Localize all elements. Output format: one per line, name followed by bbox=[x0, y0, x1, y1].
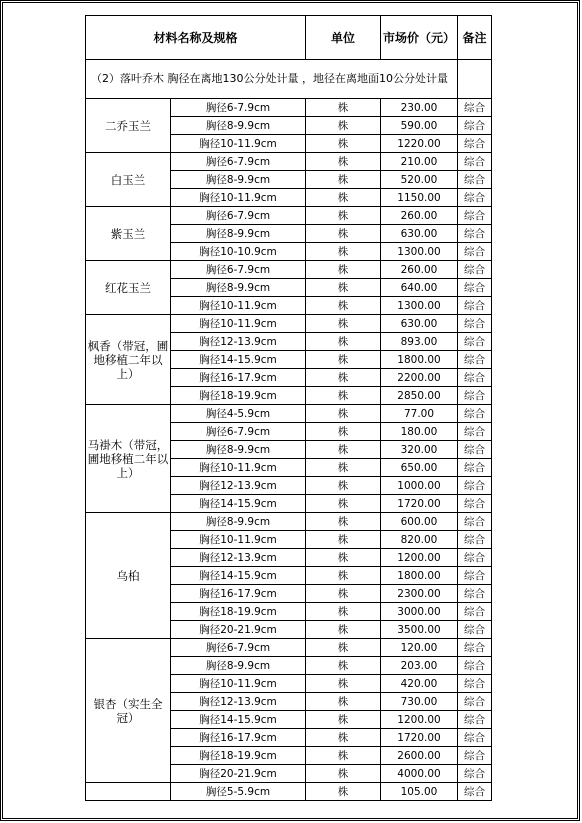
unit-cell: 株 bbox=[306, 135, 381, 153]
spec-cell: 胸径20-21.9cm bbox=[171, 765, 306, 783]
spec-cell: 胸径10-11.9cm bbox=[171, 531, 306, 549]
price-cell: 590.00 bbox=[381, 117, 458, 135]
species-name: 二乔玉兰 bbox=[86, 99, 171, 153]
price-cell: 180.00 bbox=[381, 423, 458, 441]
remark-cell: 综合 bbox=[458, 675, 492, 693]
remark-cell: 综合 bbox=[458, 369, 492, 387]
remark-cell: 综合 bbox=[458, 495, 492, 513]
price-cell: 2300.00 bbox=[381, 585, 458, 603]
spec-cell: 胸径12-13.9cm bbox=[171, 549, 306, 567]
unit-cell: 株 bbox=[306, 351, 381, 369]
remark-cell: 综合 bbox=[458, 477, 492, 495]
price-cell: 4000.00 bbox=[381, 765, 458, 783]
unit-cell: 株 bbox=[306, 333, 381, 351]
spec-cell: 胸径10-11.9cm bbox=[171, 459, 306, 477]
table-row bbox=[86, 405, 492, 423]
remark-cell: 综合 bbox=[458, 531, 492, 549]
unit-cell: 株 bbox=[306, 171, 381, 189]
remark-cell: 综合 bbox=[458, 657, 492, 675]
species-name bbox=[86, 783, 171, 801]
price-cell: 2200.00 bbox=[381, 369, 458, 387]
section-note-remark bbox=[458, 60, 492, 99]
remark-cell: 综合 bbox=[458, 765, 492, 783]
spec-cell: 胸径10-10.9cm bbox=[171, 243, 306, 261]
remark-cell: 综合 bbox=[458, 639, 492, 657]
price-cell: 260.00 bbox=[381, 207, 458, 225]
spec-cell: 胸径14-15.9cm bbox=[171, 567, 306, 585]
spec-cell: 胸径16-17.9cm bbox=[171, 585, 306, 603]
spec-cell: 胸径20-21.9cm bbox=[171, 621, 306, 639]
remark-cell: 综合 bbox=[458, 405, 492, 423]
remark-cell: 综合 bbox=[458, 189, 492, 207]
price-cell: 520.00 bbox=[381, 171, 458, 189]
spec-cell: 胸径10-11.9cm bbox=[171, 189, 306, 207]
price-table bbox=[85, 15, 492, 801]
unit-cell: 株 bbox=[306, 657, 381, 675]
spec-cell: 胸径8-9.9cm bbox=[171, 225, 306, 243]
section-note-row bbox=[86, 60, 492, 99]
unit-cell: 株 bbox=[306, 117, 381, 135]
price-cell: 2600.00 bbox=[381, 747, 458, 765]
price-cell: 630.00 bbox=[381, 315, 458, 333]
unit-cell: 株 bbox=[306, 243, 381, 261]
spec-cell: 胸径10-11.9cm bbox=[171, 135, 306, 153]
unit-cell: 株 bbox=[306, 477, 381, 495]
price-cell: 1720.00 bbox=[381, 729, 458, 747]
remark-cell: 综合 bbox=[458, 333, 492, 351]
price-cell: 230.00 bbox=[381, 99, 458, 117]
spec-cell: 胸径18-19.9cm bbox=[171, 603, 306, 621]
table-row bbox=[86, 261, 492, 279]
price-cell: 3000.00 bbox=[381, 603, 458, 621]
spec-cell: 胸径12-13.9cm bbox=[171, 477, 306, 495]
unit-cell: 株 bbox=[306, 747, 381, 765]
remark-cell: 综合 bbox=[458, 621, 492, 639]
remark-cell: 综合 bbox=[458, 117, 492, 135]
spec-cell: 胸径8-9.9cm bbox=[171, 117, 306, 135]
table-row bbox=[86, 513, 492, 531]
species-name: 红花玉兰 bbox=[86, 261, 171, 315]
unit-cell: 株 bbox=[306, 783, 381, 801]
spec-cell: 胸径10-11.9cm bbox=[171, 315, 306, 333]
remark-cell: 综合 bbox=[458, 729, 492, 747]
remark-cell: 综合 bbox=[458, 423, 492, 441]
unit-cell: 株 bbox=[306, 585, 381, 603]
price-cell: 420.00 bbox=[381, 675, 458, 693]
unit-cell: 株 bbox=[306, 369, 381, 387]
price-cell: 320.00 bbox=[381, 441, 458, 459]
species-name: 紫玉兰 bbox=[86, 207, 171, 261]
table-row bbox=[86, 99, 492, 117]
header-remark: 备注 bbox=[458, 16, 492, 60]
spec-cell: 胸径14-15.9cm bbox=[171, 495, 306, 513]
spec-cell: 胸径5-5.9cm bbox=[171, 783, 306, 801]
price-cell: 77.00 bbox=[381, 405, 458, 423]
remark-cell: 综合 bbox=[458, 693, 492, 711]
unit-cell: 株 bbox=[306, 693, 381, 711]
unit-cell: 株 bbox=[306, 567, 381, 585]
price-cell: 3500.00 bbox=[381, 621, 458, 639]
remark-cell: 综合 bbox=[458, 279, 492, 297]
remark-cell: 综合 bbox=[458, 297, 492, 315]
unit-cell: 株 bbox=[306, 513, 381, 531]
spec-cell: 胸径6-7.9cm bbox=[171, 99, 306, 117]
price-cell: 260.00 bbox=[381, 261, 458, 279]
unit-cell: 株 bbox=[306, 675, 381, 693]
spec-cell: 胸径14-15.9cm bbox=[171, 351, 306, 369]
unit-cell: 株 bbox=[306, 639, 381, 657]
spec-cell: 胸径4-5.9cm bbox=[171, 405, 306, 423]
spec-cell: 胸径6-7.9cm bbox=[171, 639, 306, 657]
remark-cell: 综合 bbox=[458, 513, 492, 531]
remark-cell: 综合 bbox=[458, 441, 492, 459]
header-unit: 单位 bbox=[306, 16, 381, 60]
price-cell: 640.00 bbox=[381, 279, 458, 297]
spec-cell: 胸径12-13.9cm bbox=[171, 333, 306, 351]
price-cell: 1200.00 bbox=[381, 549, 458, 567]
unit-cell: 株 bbox=[306, 621, 381, 639]
remark-cell: 综合 bbox=[458, 207, 492, 225]
price-cell: 600.00 bbox=[381, 513, 458, 531]
price-cell: 105.00 bbox=[381, 783, 458, 801]
price-cell: 1220.00 bbox=[381, 135, 458, 153]
remark-cell: 综合 bbox=[458, 171, 492, 189]
spec-cell: 胸径6-7.9cm bbox=[171, 261, 306, 279]
remark-cell: 综合 bbox=[458, 459, 492, 477]
remark-cell: 综合 bbox=[458, 711, 492, 729]
remark-cell: 综合 bbox=[458, 99, 492, 117]
price-cell: 730.00 bbox=[381, 693, 458, 711]
table-row bbox=[86, 639, 492, 657]
spec-cell: 胸径12-13.9cm bbox=[171, 693, 306, 711]
table-row bbox=[86, 315, 492, 333]
unit-cell: 株 bbox=[306, 297, 381, 315]
unit-cell: 株 bbox=[306, 225, 381, 243]
unit-cell: 株 bbox=[306, 153, 381, 171]
spec-cell: 胸径8-9.9cm bbox=[171, 441, 306, 459]
header-name: 材料名称及规格 bbox=[86, 16, 306, 60]
remark-cell: 综合 bbox=[458, 135, 492, 153]
price-cell: 1300.00 bbox=[381, 243, 458, 261]
remark-cell: 综合 bbox=[458, 603, 492, 621]
price-cell: 650.00 bbox=[381, 459, 458, 477]
unit-cell: 株 bbox=[306, 423, 381, 441]
spec-cell: 胸径8-9.9cm bbox=[171, 279, 306, 297]
spec-cell: 胸径16-17.9cm bbox=[171, 729, 306, 747]
price-cell: 210.00 bbox=[381, 153, 458, 171]
unit-cell: 株 bbox=[306, 729, 381, 747]
spec-cell: 胸径6-7.9cm bbox=[171, 423, 306, 441]
species-name: 银杏（实生全冠） bbox=[86, 639, 171, 783]
remark-cell: 综合 bbox=[458, 351, 492, 369]
spec-cell: 胸径18-19.9cm bbox=[171, 747, 306, 765]
header-price: 市场价（元） bbox=[381, 16, 458, 60]
remark-cell: 综合 bbox=[458, 225, 492, 243]
price-cell: 1300.00 bbox=[381, 297, 458, 315]
unit-cell: 株 bbox=[306, 549, 381, 567]
species-name: 乌桕 bbox=[86, 513, 171, 639]
header-row bbox=[86, 16, 492, 60]
species-name: 马褂木（带冠，圃地移植二年以上） bbox=[86, 405, 171, 513]
remark-cell: 综合 bbox=[458, 153, 492, 171]
remark-cell: 综合 bbox=[458, 585, 492, 603]
unit-cell: 株 bbox=[306, 99, 381, 117]
price-cell: 2850.00 bbox=[381, 387, 458, 405]
remark-cell: 综合 bbox=[458, 747, 492, 765]
spec-cell: 胸径10-11.9cm bbox=[171, 675, 306, 693]
unit-cell: 株 bbox=[306, 405, 381, 423]
remark-cell: 综合 bbox=[458, 243, 492, 261]
spec-cell: 胸径6-7.9cm bbox=[171, 153, 306, 171]
table-row bbox=[86, 783, 492, 801]
unit-cell: 株 bbox=[306, 387, 381, 405]
spec-cell: 胸径10-11.9cm bbox=[171, 297, 306, 315]
unit-cell: 株 bbox=[306, 189, 381, 207]
table-row bbox=[86, 207, 492, 225]
unit-cell: 株 bbox=[306, 495, 381, 513]
species-name: 白玉兰 bbox=[86, 153, 171, 207]
unit-cell: 株 bbox=[306, 261, 381, 279]
price-cell: 120.00 bbox=[381, 639, 458, 657]
spec-cell: 胸径16-17.9cm bbox=[171, 369, 306, 387]
price-cell: 1150.00 bbox=[381, 189, 458, 207]
price-cell: 820.00 bbox=[381, 531, 458, 549]
remark-cell: 综合 bbox=[458, 549, 492, 567]
price-cell: 1200.00 bbox=[381, 711, 458, 729]
price-cell: 1800.00 bbox=[381, 351, 458, 369]
unit-cell: 株 bbox=[306, 531, 381, 549]
spec-cell: 胸径18-19.9cm bbox=[171, 387, 306, 405]
price-cell: 203.00 bbox=[381, 657, 458, 675]
unit-cell: 株 bbox=[306, 441, 381, 459]
remark-cell: 综合 bbox=[458, 783, 492, 801]
unit-cell: 株 bbox=[306, 711, 381, 729]
spec-cell: 胸径8-9.9cm bbox=[171, 513, 306, 531]
remark-cell: 综合 bbox=[458, 387, 492, 405]
table-row bbox=[86, 153, 492, 171]
unit-cell: 株 bbox=[306, 207, 381, 225]
unit-cell: 株 bbox=[306, 459, 381, 477]
remark-cell: 综合 bbox=[458, 261, 492, 279]
price-cell: 1800.00 bbox=[381, 567, 458, 585]
unit-cell: 株 bbox=[306, 765, 381, 783]
unit-cell: 株 bbox=[306, 279, 381, 297]
spec-cell: 胸径8-9.9cm bbox=[171, 657, 306, 675]
price-cell: 1000.00 bbox=[381, 477, 458, 495]
price-cell: 1720.00 bbox=[381, 495, 458, 513]
species-name: 枫香（带冠，圃地移植二年以上） bbox=[86, 315, 171, 405]
remark-cell: 综合 bbox=[458, 567, 492, 585]
price-cell: 893.00 bbox=[381, 333, 458, 351]
section-note: （2）落叶乔木 胸径在离地130公分处计量 ，地径在离地面10公分处计量 bbox=[86, 60, 458, 99]
unit-cell: 株 bbox=[306, 315, 381, 333]
remark-cell: 综合 bbox=[458, 315, 492, 333]
price-cell: 630.00 bbox=[381, 225, 458, 243]
spec-cell: 胸径8-9.9cm bbox=[171, 171, 306, 189]
unit-cell: 株 bbox=[306, 603, 381, 621]
spec-cell: 胸径14-15.9cm bbox=[171, 711, 306, 729]
spec-cell: 胸径6-7.9cm bbox=[171, 207, 306, 225]
